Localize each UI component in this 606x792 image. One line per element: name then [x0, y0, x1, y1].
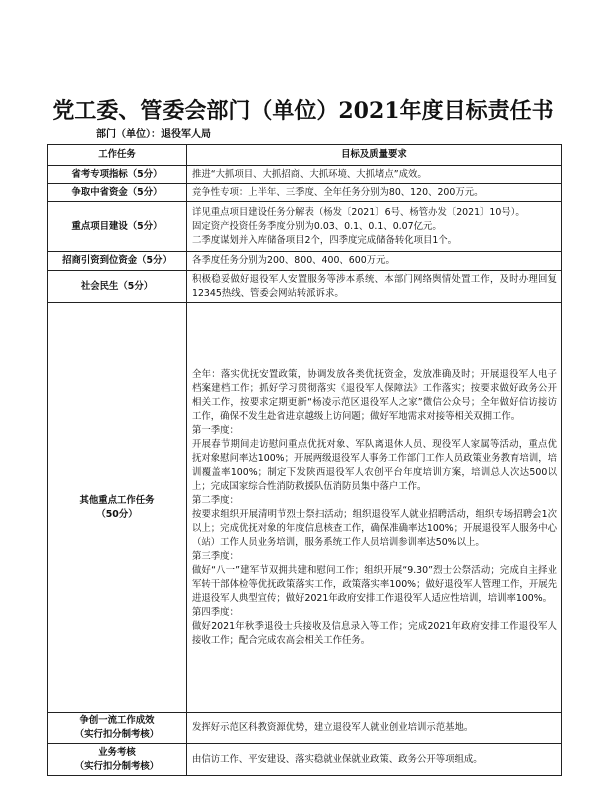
- requirement-cell: [187, 202, 562, 252]
- task-label: 招商引资到位资金（5分）: [62, 255, 172, 266]
- task-label: （50分）: [96, 508, 138, 520]
- requirement-text: 开展春节期间走访慰问重点优抚对象、军队离退休人员、现役军人家属等活动，重点优抚对象慰问率达100%；开展两级退役军人事务工作部门工作人员政策业务教育培训，培训覆盖率100%；制定下发陕西退役军人农创平台年度培训方案，培训总人次达500以上；完成国家综合性消防救援队伍消防员集中落户工作。: [192, 438, 557, 492]
- task-label: 其他重点工作任务: [79, 494, 155, 506]
- table-row: [48, 202, 562, 252]
- requirement-text: 竞争性专项：上半年、三季度、全年任务分别为80、120、200万元。: [192, 186, 484, 198]
- header-requirement: 目标及质量要求: [187, 145, 562, 166]
- document-title: 党工委、管委会部门（单位）2021年度目标责任书: [52, 98, 554, 124]
- requirement-cell: [187, 271, 562, 303]
- table-row: [48, 166, 562, 184]
- requirement-text: 固定资产投资任务季度分别为0.03、0.1、0.1、0.07亿元。: [192, 220, 442, 232]
- table-row: [48, 744, 562, 776]
- task-cell: [48, 744, 187, 776]
- requirement-cell: [187, 303, 562, 713]
- table-row: [48, 271, 562, 303]
- table-body: [48, 166, 562, 776]
- requirement-cell: [187, 252, 562, 271]
- requirement-cell: [187, 184, 562, 202]
- task-cell: [48, 166, 187, 184]
- requirement-text: 由信访工作、平安建设、落实稳就业保就业政策、政务公开等项组成。: [192, 753, 483, 765]
- requirement-cell: [187, 744, 562, 776]
- task-label: （实行扣分制考核）: [74, 729, 160, 740]
- table-row: [48, 713, 562, 744]
- requirement-text: 第二季度：: [192, 494, 239, 506]
- task-label: 社会民生（5分）: [80, 280, 154, 292]
- task-cell: [48, 202, 187, 252]
- requirement-text: 按要求组织开展清明节烈士祭扫活动；组织退役军人就业招聘活动，组织专场招聘会1次以上；完成优抚对象的年度信息核查工作，确保准确率达100%；开展退役军人服务中心（站）工作人员业务培训，服务系统工作人员培训参训率达50%以上。: [192, 508, 557, 548]
- task-label: （实行扣分制考核）: [74, 760, 160, 772]
- task-cell: [48, 271, 187, 303]
- table-row: [48, 184, 562, 202]
- department-label: 部门（单位）：退役军人局: [96, 129, 211, 140]
- task-cell: [48, 252, 187, 271]
- requirement-text: 发挥好示范区科教资源优势，建立退役军人就业创业培训示范基地。: [192, 722, 474, 733]
- requirement-text: 第三季度：: [192, 550, 239, 562]
- task-cell: [48, 713, 187, 744]
- task-label: 争创一流工作成效: [79, 715, 155, 726]
- requirement-text: 全年：落实优抚安置政策，协调发放各类优抚资金，发放准确及时；开展退役军人电子档案建档工作；抓好学习贯彻落实《退役军人保障法》工作落实；按要求做好政务公开相关工作，按要求定期更新“杨凌示范区退役军人之家”微信公众号；全年做好信访接访工作，确保不发生赴省进京越级上访问题；做好军地需求对接等相关双拥工作。: [192, 368, 557, 422]
- task-label: 省考专项指标（5分）: [71, 168, 163, 180]
- requirement-text: 积极稳妥做好退役军人安置服务等涉本系统、本部门网络舆情处置工作，及时办理回复12345热线、管委会网站转派诉求。: [192, 273, 557, 299]
- task-cell: [48, 184, 187, 202]
- requirement-cell: [187, 713, 562, 744]
- requirement-text: 推进“大抓项目、大抓招商、大抓环境、大抓堵点”成效。: [192, 168, 427, 180]
- requirement-text: 做好“八一”建军节双拥共建和慰问工作；组织开展“9.30”烈士公祭活动；完成自主择业军转干部体检等优抚政策落实工作，政策落实率100%；做好退役军人管理工作，开展先进退役军人典型宣传；做好2021年政府安排工作退役军人适应性培训，培训率100%。: [192, 564, 557, 604]
- table-row: [48, 303, 562, 713]
- task-label: 重点项目建设（5分）: [71, 220, 163, 232]
- requirement-text: 第一季度：: [192, 424, 239, 436]
- requirement-text: 二季度谋划并入库储备项目2个，四季度完成储备转化项目1个。: [192, 234, 458, 246]
- requirement-text: 详见重点项目建设任务分解表（杨发〔2021〕6号、杨管办发〔2021〕10号）。: [192, 206, 525, 218]
- task-label: 业务考核: [98, 746, 136, 758]
- requirement-text: 第四季度：: [192, 606, 239, 618]
- table-header-row: [48, 145, 562, 166]
- header-task: 工作任务: [48, 145, 187, 166]
- table-row: [48, 252, 562, 271]
- requirement-text: 各季度任务分别为200、800、400、600万元。: [192, 255, 395, 266]
- requirement-cell: [187, 166, 562, 184]
- task-cell: [48, 303, 187, 713]
- task-label: 争取中省资金（5分）: [71, 186, 163, 198]
- requirement-text: 做好2021年秋季退役士兵接收及信息录入等工作；完成2021年政府安排工作退役军人接收工作；配合完成农高会相关工作任务。: [192, 620, 557, 646]
- responsibility-table: [47, 144, 562, 776]
